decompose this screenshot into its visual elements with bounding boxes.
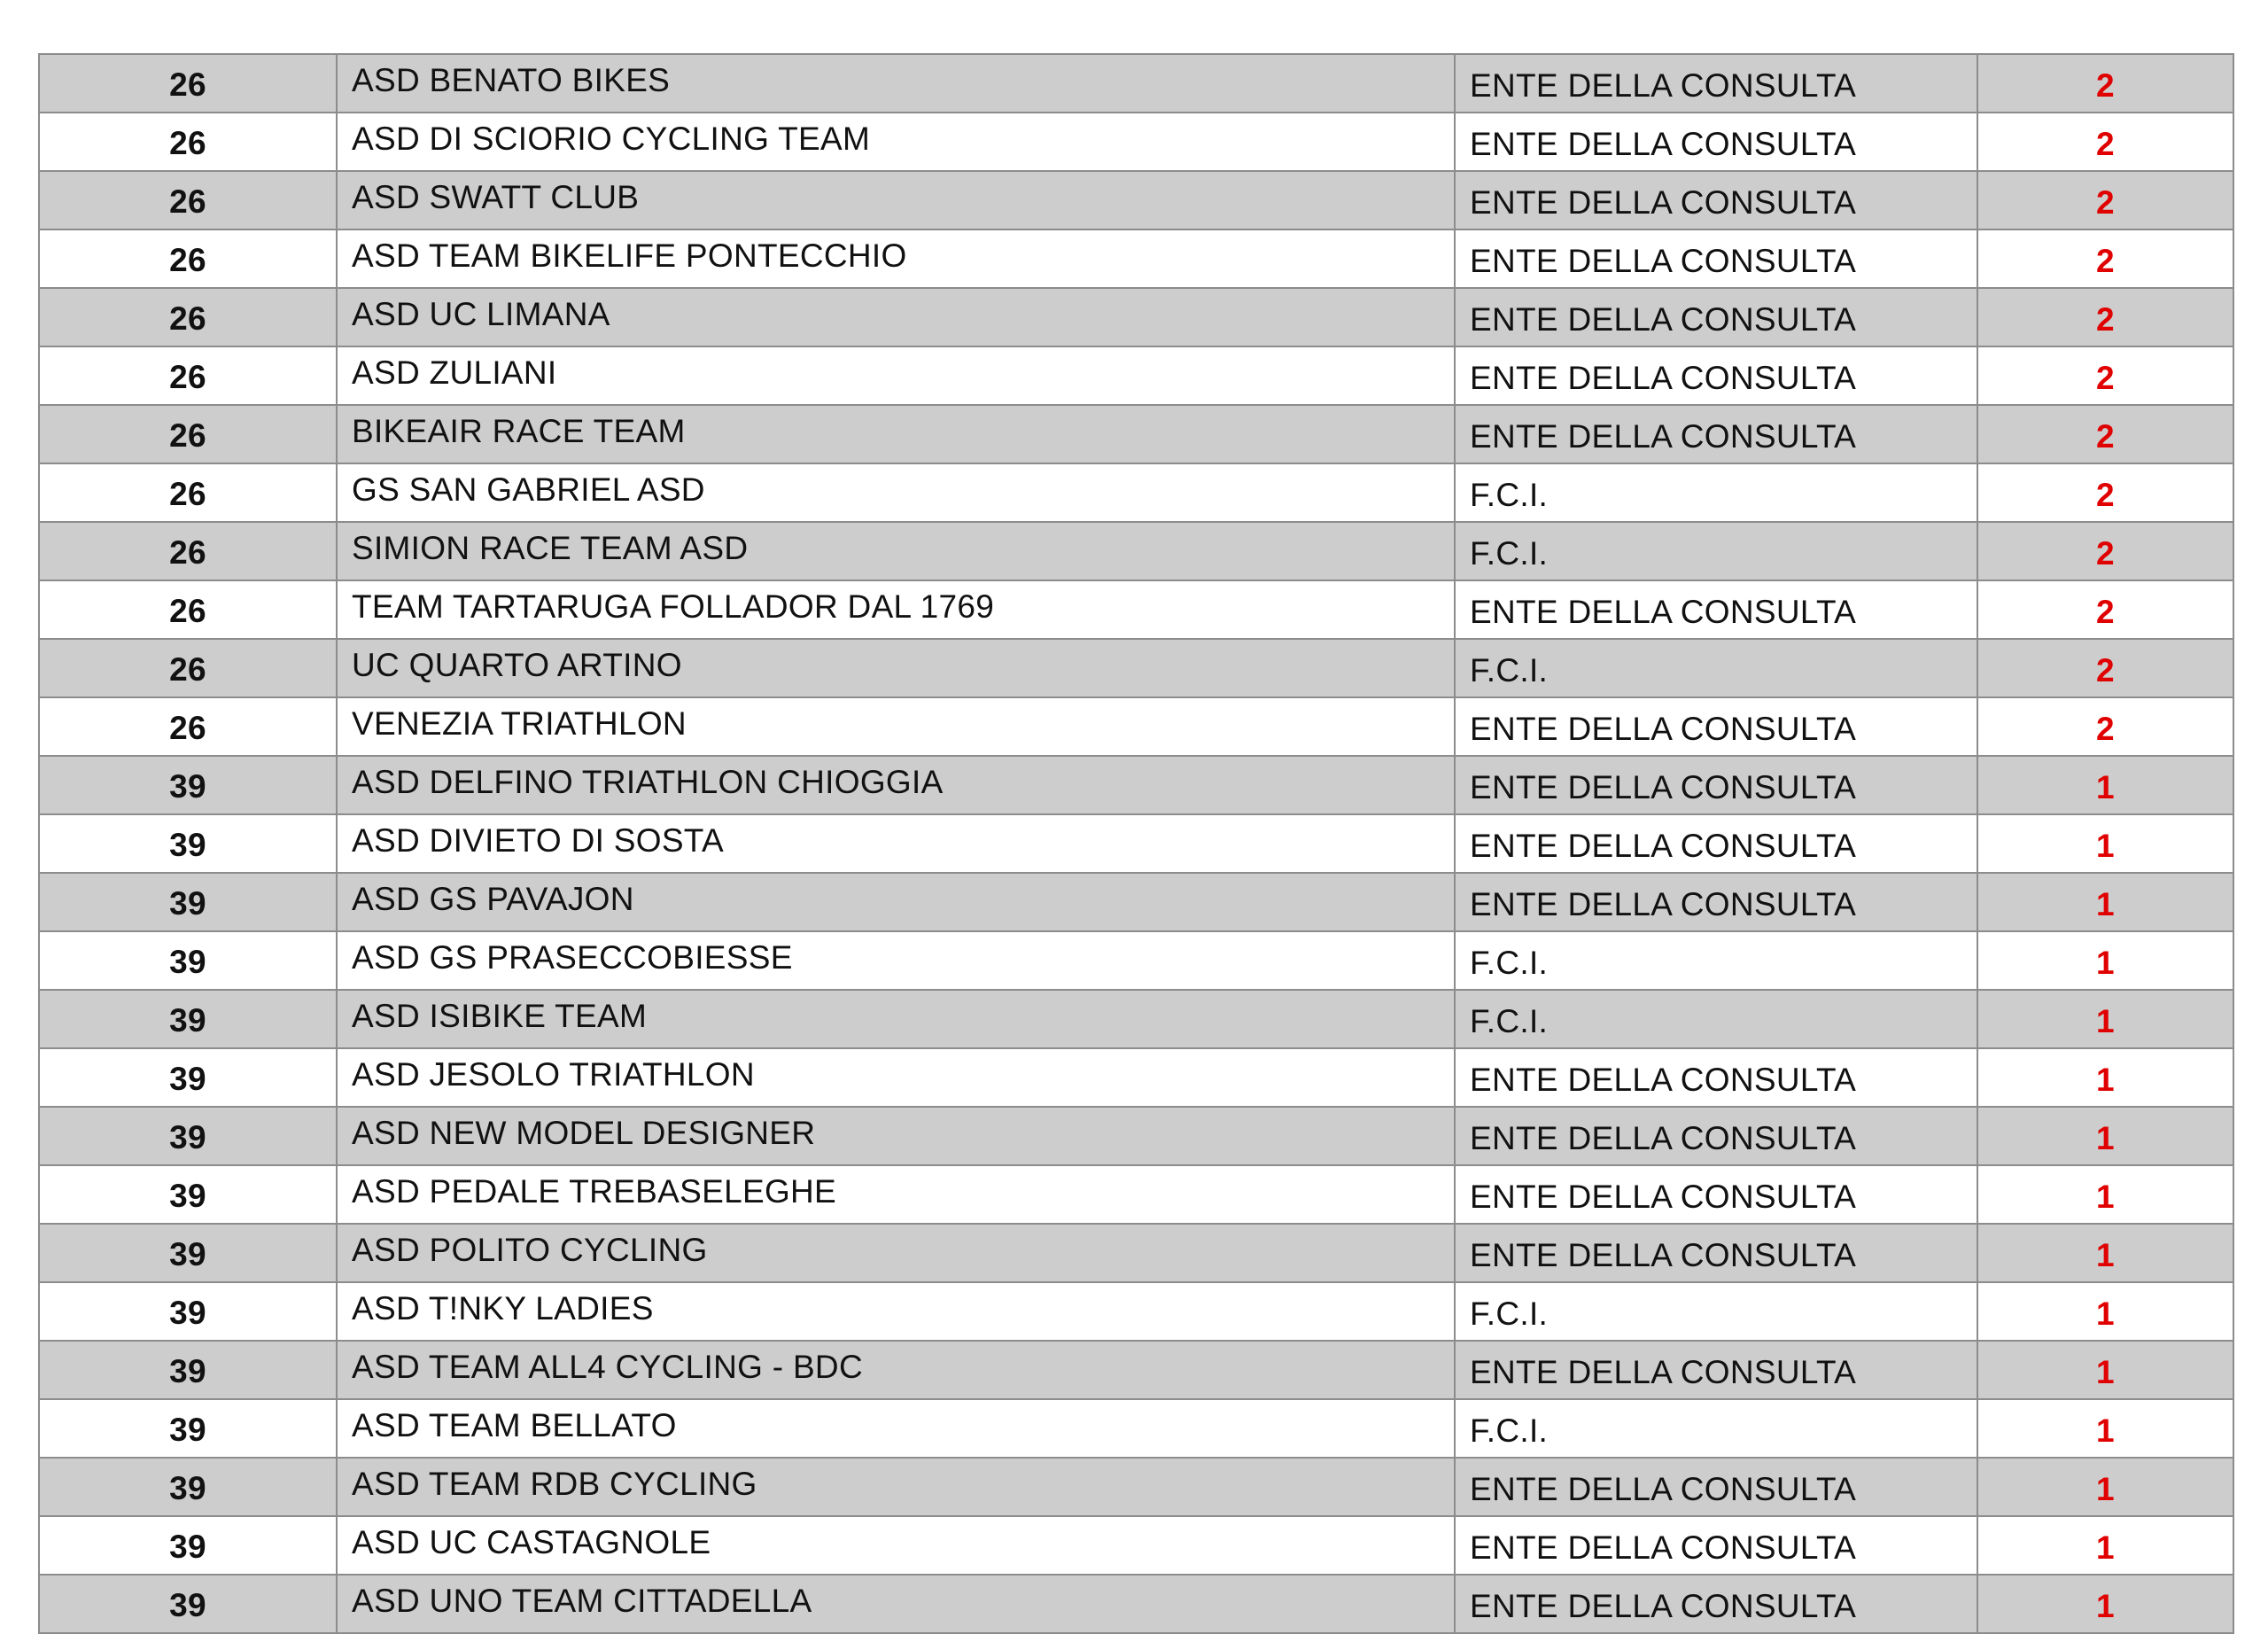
- position-cell: 39: [39, 814, 337, 873]
- table-row: [39, 1165, 2233, 1224]
- team-name-cell: GS SAN GABRIEL ASD: [337, 463, 1455, 522]
- table-row: [39, 990, 2233, 1048]
- position-cell: 26: [39, 288, 337, 346]
- organization-cell: ENTE DELLA CONSULTA: [1455, 814, 1977, 873]
- table-row: [39, 230, 2233, 288]
- table-row: [39, 756, 2233, 814]
- position-cell: 39: [39, 1341, 337, 1399]
- table-row: [39, 113, 2233, 171]
- table-row: [39, 697, 2233, 756]
- organization-cell: ENTE DELLA CONSULTA: [1455, 1224, 1977, 1282]
- team-name-cell: SIMION RACE TEAM ASD: [337, 522, 1455, 580]
- points-cell: 1: [1977, 1282, 2233, 1341]
- organization-cell: ENTE DELLA CONSULTA: [1455, 54, 1977, 113]
- organization-cell: F.C.I.: [1455, 1282, 1977, 1341]
- points-cell: 2: [1977, 171, 2233, 230]
- points-cell: 1: [1977, 814, 2233, 873]
- organization-cell: ENTE DELLA CONSULTA: [1455, 1516, 1977, 1575]
- team-name-cell: VENEZIA TRIATHLON: [337, 697, 1455, 756]
- table-row: [39, 931, 2233, 990]
- table-row: [39, 288, 2233, 346]
- position-cell: 39: [39, 1575, 337, 1633]
- organization-cell: F.C.I.: [1455, 931, 1977, 990]
- team-name-cell: BIKEAIR RACE TEAM: [337, 405, 1455, 463]
- organization-cell: ENTE DELLA CONSULTA: [1455, 873, 1977, 931]
- team-name-cell: ASD T!NKY LADIES: [337, 1282, 1455, 1341]
- organization-cell: ENTE DELLA CONSULTA: [1455, 288, 1977, 346]
- table-row: [39, 873, 2233, 931]
- points-cell: 1: [1977, 1516, 2233, 1575]
- team-name-cell: ASD ZULIANI: [337, 346, 1455, 405]
- organization-cell: F.C.I.: [1455, 522, 1977, 580]
- table-row: [39, 463, 2233, 522]
- position-cell: 39: [39, 931, 337, 990]
- position-cell: 26: [39, 171, 337, 230]
- points-cell: 2: [1977, 54, 2233, 113]
- organization-cell: ENTE DELLA CONSULTA: [1455, 405, 1977, 463]
- table-row: [39, 171, 2233, 230]
- organization-cell: ENTE DELLA CONSULTA: [1455, 1107, 1977, 1165]
- points-cell: 1: [1977, 1107, 2233, 1165]
- organization-cell: ENTE DELLA CONSULTA: [1455, 1341, 1977, 1399]
- table-row: [39, 1341, 2233, 1399]
- points-cell: 2: [1977, 346, 2233, 405]
- position-cell: 39: [39, 1399, 337, 1458]
- points-cell: 1: [1977, 1399, 2233, 1458]
- organization-cell: ENTE DELLA CONSULTA: [1455, 1458, 1977, 1516]
- points-cell: 2: [1977, 580, 2233, 639]
- position-cell: 26: [39, 113, 337, 171]
- position-cell: 26: [39, 522, 337, 580]
- points-cell: 1: [1977, 873, 2233, 931]
- standings-table-body: [39, 54, 2233, 1633]
- position-cell: 26: [39, 463, 337, 522]
- team-name-cell: ASD UC LIMANA: [337, 288, 1455, 346]
- organization-cell: ENTE DELLA CONSULTA: [1455, 697, 1977, 756]
- team-name-cell: ASD TEAM BELLATO: [337, 1399, 1455, 1458]
- organization-cell: ENTE DELLA CONSULTA: [1455, 1575, 1977, 1633]
- table-row: [39, 1399, 2233, 1458]
- points-cell: 2: [1977, 113, 2233, 171]
- standings-table: [38, 53, 2234, 1634]
- table-row: [39, 1575, 2233, 1633]
- points-cell: 2: [1977, 639, 2233, 697]
- table-row: [39, 522, 2233, 580]
- team-name-cell: ASD UNO TEAM CITTADELLA: [337, 1575, 1455, 1633]
- table-row: [39, 346, 2233, 405]
- team-name-cell: ASD ISIBIKE TEAM: [337, 990, 1455, 1048]
- points-cell: 2: [1977, 463, 2233, 522]
- points-cell: 1: [1977, 1458, 2233, 1516]
- organization-cell: ENTE DELLA CONSULTA: [1455, 346, 1977, 405]
- team-name-cell: ASD DELFINO TRIATHLON CHIOGGIA: [337, 756, 1455, 814]
- table-row: [39, 1048, 2233, 1107]
- position-cell: 26: [39, 697, 337, 756]
- team-name-cell: ASD SWATT CLUB: [337, 171, 1455, 230]
- position-cell: 39: [39, 1048, 337, 1107]
- organization-cell: ENTE DELLA CONSULTA: [1455, 1165, 1977, 1224]
- points-cell: 1: [1977, 1575, 2233, 1633]
- organization-cell: ENTE DELLA CONSULTA: [1455, 171, 1977, 230]
- table-row: [39, 1107, 2233, 1165]
- organization-cell: F.C.I.: [1455, 1399, 1977, 1458]
- position-cell: 26: [39, 580, 337, 639]
- points-cell: 2: [1977, 230, 2233, 288]
- points-cell: 1: [1977, 1165, 2233, 1224]
- organization-cell: ENTE DELLA CONSULTA: [1455, 230, 1977, 288]
- team-name-cell: ASD NEW MODEL DESIGNER: [337, 1107, 1455, 1165]
- team-name-cell: ASD TEAM ALL4 CYCLING - BDC: [337, 1341, 1455, 1399]
- team-name-cell: ASD TEAM BIKELIFE PONTECCHIO: [337, 230, 1455, 288]
- team-name-cell: ASD GS PRASECCOBIESSE: [337, 931, 1455, 990]
- table-row: [39, 814, 2233, 873]
- points-cell: 1: [1977, 931, 2233, 990]
- team-name-cell: ASD JESOLO TRIATHLON: [337, 1048, 1455, 1107]
- team-name-cell: ASD DI SCIORIO CYCLING TEAM: [337, 113, 1455, 171]
- table-row: [39, 1458, 2233, 1516]
- points-cell: 1: [1977, 1048, 2233, 1107]
- table-row: [39, 580, 2233, 639]
- position-cell: 39: [39, 1224, 337, 1282]
- organization-cell: F.C.I.: [1455, 463, 1977, 522]
- team-name-cell: ASD BENATO BIKES: [337, 54, 1455, 113]
- team-name-cell: TEAM TARTARUGA FOLLADOR DAL 1769: [337, 580, 1455, 639]
- position-cell: 39: [39, 1107, 337, 1165]
- team-name-cell: UC QUARTO ARTINO: [337, 639, 1455, 697]
- team-name-cell: ASD TEAM RDB CYCLING: [337, 1458, 1455, 1516]
- organization-cell: ENTE DELLA CONSULTA: [1455, 113, 1977, 171]
- points-cell: 2: [1977, 405, 2233, 463]
- points-cell: 1: [1977, 756, 2233, 814]
- position-cell: 26: [39, 230, 337, 288]
- position-cell: 26: [39, 405, 337, 463]
- position-cell: 39: [39, 1516, 337, 1575]
- position-cell: 39: [39, 990, 337, 1048]
- position-cell: 26: [39, 54, 337, 113]
- organization-cell: F.C.I.: [1455, 639, 1977, 697]
- position-cell: 39: [39, 873, 337, 931]
- position-cell: 26: [39, 639, 337, 697]
- points-cell: 1: [1977, 1224, 2233, 1282]
- position-cell: 39: [39, 1165, 337, 1224]
- table-row: [39, 1224, 2233, 1282]
- table-row: [39, 54, 2233, 113]
- organization-cell: ENTE DELLA CONSULTA: [1455, 580, 1977, 639]
- points-cell: 2: [1977, 522, 2233, 580]
- table-row: [39, 1282, 2233, 1341]
- organization-cell: ENTE DELLA CONSULTA: [1455, 756, 1977, 814]
- points-cell: 2: [1977, 288, 2233, 346]
- table-row: [39, 1516, 2233, 1575]
- organization-cell: ENTE DELLA CONSULTA: [1455, 1048, 1977, 1107]
- organization-cell: F.C.I.: [1455, 990, 1977, 1048]
- table-row: [39, 405, 2233, 463]
- points-cell: 2: [1977, 697, 2233, 756]
- team-name-cell: ASD GS PAVAJON: [337, 873, 1455, 931]
- points-cell: 1: [1977, 1341, 2233, 1399]
- position-cell: 26: [39, 346, 337, 405]
- position-cell: 39: [39, 1282, 337, 1341]
- position-cell: 39: [39, 756, 337, 814]
- team-name-cell: ASD POLITO CYCLING: [337, 1224, 1455, 1282]
- points-cell: 1: [1977, 990, 2233, 1048]
- team-name-cell: ASD DIVIETO DI SOSTA: [337, 814, 1455, 873]
- position-cell: 39: [39, 1458, 337, 1516]
- team-name-cell: ASD UC CASTAGNOLE: [337, 1516, 1455, 1575]
- table-row: [39, 639, 2233, 697]
- team-name-cell: ASD PEDALE TREBASELEGHE: [337, 1165, 1455, 1224]
